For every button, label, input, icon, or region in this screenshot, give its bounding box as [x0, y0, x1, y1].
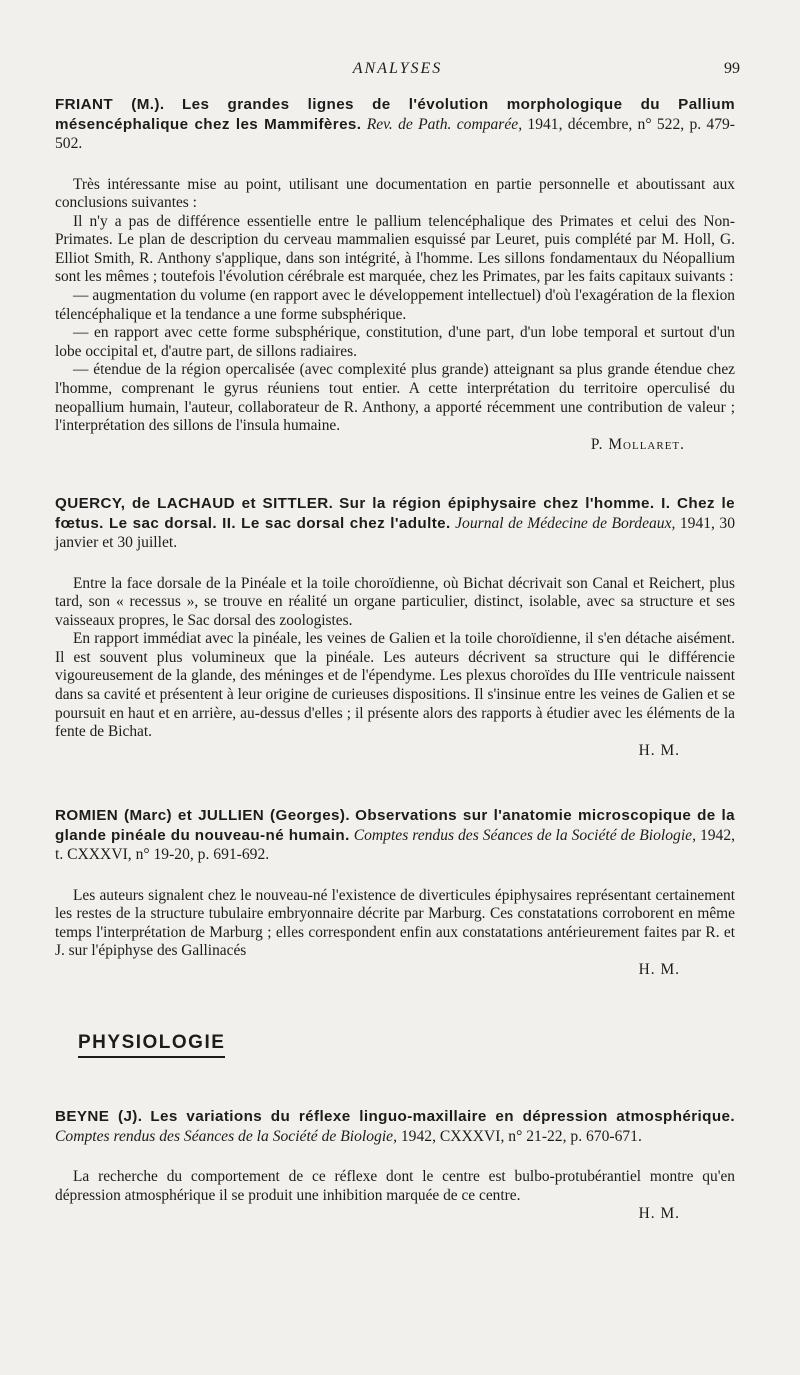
signature: H. M.: [638, 1205, 680, 1223]
paragraph: — en rapport avec cette forme subsphérique, constitution, d'une part, d'un lobe temporal et surtout d'un lobe occipital et, d'autre part, de sillons radiaires.: [55, 324, 735, 360]
entry-title: Observations sur l'anatomie microscopique de la glande pinéale du nouveau-né humain.: [55, 807, 735, 844]
entry-details: 1941, décembre, n° 522, p. 479-502.: [55, 115, 736, 152]
entry-title: Sur la région épiphysaire chez l'homme. I. Chez le fœtus. Le sac dorsal. II. Le sac dorsal chez l'adulte.: [55, 495, 735, 532]
bibliographic-reference: [55, 1107, 735, 1146]
entry-details: 1942, t. CXXXVI, n° 19-20, p. 691-692.: [55, 826, 736, 863]
entry-source: Comptes rendus des Séances de la Société de Biologie,: [55, 1127, 397, 1145]
abstract-body: [55, 887, 735, 980]
entry-title: Les grandes lignes de l'évolution morphologique du Pallium mésencéphalique chez les Mammifères.: [55, 96, 735, 133]
signature: H. M.: [638, 741, 680, 759]
entry-source: Journal de Médecine de Bordeaux,: [455, 514, 676, 532]
signature: P. Mollaret.: [590, 435, 685, 453]
abstract-entry: [55, 95, 735, 454]
paragraph: La recherche du comportement de ce réflexe dont le centre est bulbo-protubérantiel montre qu'en dépression atmosphérique il se produit une inhibition marquée de ce centre.: [55, 1168, 735, 1204]
paragraph: En rapport immédiat avec la pinéale, les veines de Galien et la toile choroïdienne, il s'en détache aisément. Il est souvent plus volumineux que la pinéale. Les auteurs décrivent sa structure qui le différencie vigoureusement de la glande, des méninges et de l'épendyme. Les plexus choroïdes du IIIe ventricule naissent dans sa cavité et présentent à leur origine de curieuses dispositions. Il s'insinue entre les veines de Galien et se poursuit en haut et en arrière, au-dessus d'elles ; il présente alors des rapports à étudier avec les éléments de la fente de Bichat.: [55, 630, 735, 741]
entry-author: QUERCY, de LACHAUD et SITTLER.: [55, 495, 334, 512]
abstract-entry: [55, 806, 735, 979]
section-heading: PHYSIOLOGIE: [78, 1032, 225, 1058]
abstract-entry: [55, 494, 735, 760]
paragraph: — étendue de la région opercalisée (avec complexité plus grande) atteignant sa plus grande étendue chez l'homme, comprenant le gyrus réuniens tout entier. A cette interprétation du territoire operculisé du neopallium humain, l'auteur, collaborateur de R. Anthony, a apporté récemment une contribution de valeur ; l'interprétation des sillons de l'insula humaine.: [55, 361, 735, 435]
paragraph: Les auteurs signalent chez le nouveau-né l'existence de diverticules épiphysaires représentant certainement les restes de la structure tubulaire embryonnaire décrite par Marburg. Ces constatations corroborent en même temps l'interprétation de Marburg ; elles correspondent enfin aux constatations antérieurement faites par R. et J. sur l'épiphyse des Gallinacés: [55, 886, 735, 960]
entry-author: BEYNE (J).: [55, 1108, 143, 1125]
page-header: [55, 60, 740, 82]
abstract-body: [55, 575, 735, 761]
paragraph: — augmentation du volume (en rapport avec le développement intellectuel) d'où l'exagération de la flexion télencéphalique et la tendance a une forme subsphérique.: [55, 287, 735, 323]
entry-source: Rev. de Path. comparée,: [366, 115, 523, 133]
entry-title: Les variations du réflexe linguo-maxillaire en dépression atmosphérique.: [150, 1108, 735, 1125]
signature: H. M.: [638, 960, 680, 978]
entry-details: 1942, CXXXVI, n° 21-22, p. 670-671.: [400, 1127, 642, 1145]
abstract-body: [55, 176, 735, 455]
paragraph: Il n'y a pas de différence essentielle entre le pallium telencéphalique des Primates et celui des Non-Primates. Le plan de description du cerveau mammalien esquissé par Leuret, puis complété par M. Holl, G. Elliot Smith, R. Anthony s'applique, dans son intégrité, à l'homme. Les sillons fondamentaux du Néopallium sont les mêmes ; toutefois l'évolution cérébrale est marquée, chez les Primates, par les faits capitaux suivants :: [55, 212, 735, 286]
paragraph: Entre la face dorsale de la Pinéale et la toile choroïdienne, où Bichat décrivait son Canal et Reichert, plus tard, son « recessus », se trouve en réalité un organe particulier, distinct, isolable, avec sa structure et ses vaisseaux propres, le Sac dorsal des zoologistes.: [55, 574, 735, 629]
paragraph: Très intéressante mise au point, utilisant une documentation en partie personnelle et aboutissant aux conclusions suivantes :: [55, 175, 735, 212]
bibliographic-reference: [55, 494, 735, 553]
entry-author: FRIANT (M.).: [55, 96, 165, 113]
running-title: ANALYSES: [352, 60, 443, 77]
page-number: 99: [724, 60, 740, 77]
bibliographic-reference: [55, 95, 735, 154]
entry-details: 1941, 30 janvier et 30 juillet.: [55, 514, 735, 551]
entry-source: Comptes rendus des Séances de la Société de Biologie,: [353, 826, 696, 844]
entry-author: ROMIEN (Marc) et JULLIEN (Georges).: [55, 807, 350, 824]
bibliographic-reference: [55, 806, 735, 865]
abstract-body: [55, 1168, 735, 1224]
abstract-entry: [55, 1107, 735, 1224]
